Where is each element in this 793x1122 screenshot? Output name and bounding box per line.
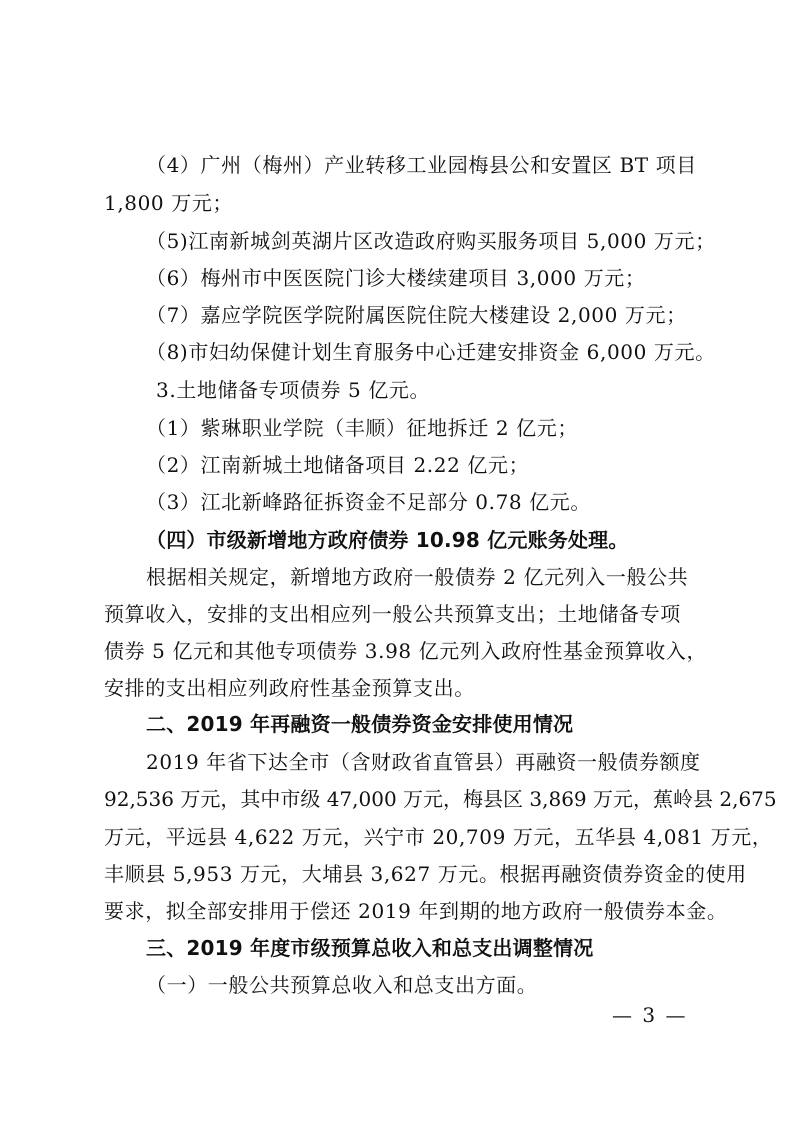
body-line: 预算收入，安排的支出相应列一般公共预算支出；土地储备专项 [104, 602, 681, 626]
body-line: （5)江南新城剑英湖片区改造政府购买服务项目 5,000 万元； [146, 229, 716, 253]
body-line: 1,800 万元； [104, 191, 234, 215]
subsection-heading: （四）市级新增地方政府债券 10.98 亿元账务处理。 [146, 528, 629, 552]
body-line: （一）一般公共预算总收入和总支出方面。 [146, 973, 538, 997]
body-line: 2019 年省下达全市（含财政省直管县）再融资一般债券额度 [146, 750, 701, 774]
body-line: 要求，拟全部安排用于偿还 2019 年到期的地方政府一般债券本金。 [104, 899, 728, 923]
body-line: （2）江南新城土地储备项目 2.22 亿元； [146, 453, 530, 477]
body-line: 92,536 万元，其中市级 47,000 万元，梅县区 3,869 万元，蕉岭县 2,675 [104, 787, 777, 811]
body-line: （3）江北新峰路征拆资金不足部分 0.78 亿元。 [146, 490, 591, 514]
section-heading: 三、2019 年度市级预算总收入和总支出调整情况 [146, 936, 594, 960]
body-line: （1）紫琳职业学院（丰顺）征地拆迁 2 亿元； [146, 416, 578, 440]
section-heading: 二、2019 年再融资一般债券资金安排使用情况 [146, 712, 574, 736]
body-line: 根据相关规定，新增地方政府一般债券 2 亿元列入一般公共 [146, 565, 689, 589]
body-line: （8)市妇幼保健计划生育服务中心迁建安排资金 6,000 万元。 [146, 340, 716, 364]
section-heading: 3.土地储备专项债券 5 亿元。 [156, 378, 431, 402]
body-line: 丰顺县 5,953 万元，大埔县 3,627 万元。根据再融资债券资金的使用 [104, 862, 747, 886]
body-line: 万元，平远县 4,622 万元，兴宁市 20,709 万元，五华县 4,081 万元， [104, 825, 773, 849]
body-line: （7）嘉应学院医学院附属医院住院大楼建设 2,000 万元； [146, 303, 687, 327]
body-line: 债券 5 亿元和其他专项债券 3.98 亿元列入政府性基金预算收入， [104, 639, 708, 663]
body-line: （4）广州（梅州）产业转移工业园梅县公和安置区 BT 项目 [146, 153, 697, 177]
page-number: — 3 — [612, 1003, 688, 1027]
body-line: （6）梅州市中医医院门诊大楼续建项目 3,000 万元； [146, 266, 646, 290]
body-line: 安排的支出相应列政府性基金预算支出。 [104, 676, 475, 700]
